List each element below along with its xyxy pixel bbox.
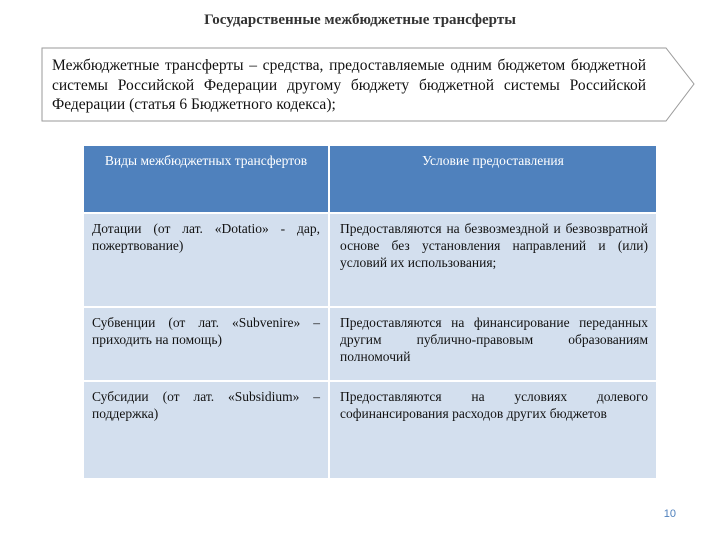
cell-type: Субсидии (от лат. «Subsidium» – поддержка) bbox=[83, 381, 329, 479]
table-header-row bbox=[83, 145, 657, 213]
page-number: 10 bbox=[663, 508, 676, 520]
cell-type: Дотации (от лат. «Dotatio» - дар, пожертвование) bbox=[83, 213, 329, 307]
header-types: Виды межбюджетных трансфертов bbox=[83, 145, 329, 213]
table-row bbox=[83, 381, 657, 479]
cell-condition: Предоставляются на условиях долевого софинансирования расходов других бюджетов bbox=[329, 381, 657, 479]
header-condition: Условие предоставления bbox=[329, 145, 657, 213]
cell-condition: Предоставляются на финансирование переданных другим публично-правовым образованиям полномочий bbox=[329, 307, 657, 381]
table-row bbox=[83, 307, 657, 381]
transfers-table bbox=[82, 144, 658, 480]
cell-type: Субвенции (от лат. «Subvenire» – приходить на помощь) bbox=[83, 307, 329, 381]
page-title: Государственные межбюджетные трансферты bbox=[204, 12, 516, 28]
definition-text: Межбюджетные трансферты – средства, предоставляемые одним бюджетом бюджетной системы Российской Федерации другому бюджету бюджетной системы Российской Федерации (статья 6 Бюджетного кодекса); bbox=[52, 57, 646, 113]
cell-condition: Предоставляются на безвозмездной и безвозвратной основе без установления направлений и (или) условий их использования; bbox=[329, 213, 657, 307]
table-row bbox=[83, 213, 657, 307]
